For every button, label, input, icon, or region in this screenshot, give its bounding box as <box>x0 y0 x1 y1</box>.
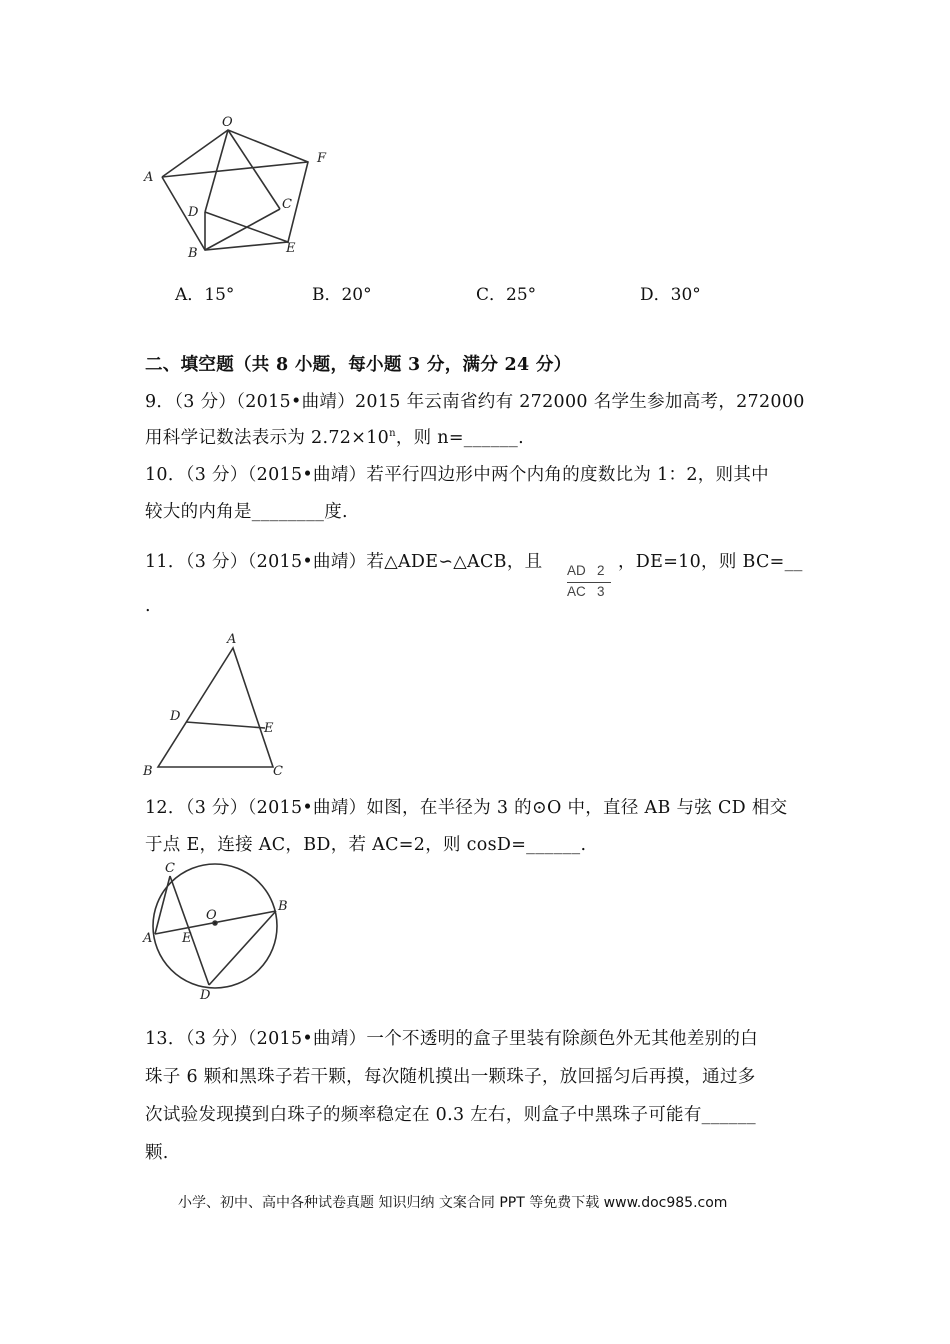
section-heading: 二、填空题（共 8 小题，每小题 3 分，满分 24 分） <box>145 355 572 375</box>
fig2-triangle <box>158 648 273 767</box>
q11-fraction <box>565 563 615 603</box>
q11-line1-a: 11．（3 分）（2015•曲靖）若△ADE∽△ACB，且 <box>145 552 543 572</box>
fig2-line-de <box>186 722 265 728</box>
fig1-label-b: B <box>188 246 198 261</box>
option-a: A．15° <box>175 285 235 305</box>
q10-line1: 10．（3 分）（2015•曲靖）若平行四边形中两个内角的度数比为 1：2，则其中 <box>145 465 769 485</box>
fig3-label-e: E <box>182 931 192 946</box>
q9-line2-a: 用科学记数法表示为 2.72×10 <box>145 428 390 448</box>
q9-line1: 9．（3 分）（2015•曲靖）2015 年云南省约有 272000 名学生参加高考，272000 <box>145 392 805 412</box>
fig1-outline <box>162 130 308 250</box>
q13-line1: 13．（3 分）（2015•曲靖）一个不透明的盒子里装有除颜色外无其他差别的白 <box>145 1029 759 1049</box>
figure-q12-circle <box>140 858 300 1003</box>
fig2-label-a: A <box>227 632 237 647</box>
q11-frac-den: AC 3 <box>567 584 605 599</box>
option-c: C．25° <box>476 285 537 305</box>
fig1-line-ae <box>205 212 288 242</box>
page-footer: 小学、初中、高中各种试卷真题 知识归纳 文案合同 PPT 等免费下载 www.doc985.com <box>178 1195 728 1211</box>
fig3-label-o: O <box>206 908 217 923</box>
option-b: B．20° <box>312 285 372 305</box>
q9-exponent: n <box>389 428 396 440</box>
q9-line2 <box>145 424 524 449</box>
q11-line2: . <box>145 596 151 616</box>
fig1-label-c: C <box>282 197 292 212</box>
figure-q8-pentagon <box>140 112 340 267</box>
fig1-label-f: F <box>317 151 327 166</box>
fig1-label-d: D <box>188 205 199 220</box>
q11-frac-num: AD 2 <box>567 563 605 578</box>
figure-q11-triangle <box>140 628 300 780</box>
fig1-label-e: E <box>286 241 296 256</box>
fig3-label-d: D <box>200 988 211 1003</box>
q11-frac-bar <box>567 582 611 583</box>
fig2-label-c: C <box>273 764 283 779</box>
fig1-label-o: O <box>222 115 233 130</box>
fig1-line-af <box>162 162 308 177</box>
fig3-label-c: C <box>165 861 175 876</box>
q9-line2-b: ，则 n=______. <box>395 428 524 448</box>
q12-line2: 于点 E，连接 AC，BD，若 AC=2，则 cosD=______. <box>145 835 587 855</box>
fig1-label-a: A <box>144 170 154 185</box>
q12-line1: 12．（3 分）（2015•曲靖）如图，在半径为 3 的⊙O 中，直径 AB 与弦 CD 相交 <box>145 798 788 818</box>
q11-line1-b: ，DE=10，则 BC=__ <box>618 552 803 572</box>
fig2-label-d: D <box>170 709 181 724</box>
fig3-label-b: B <box>278 899 288 914</box>
q10-line2: 较大的内角是________度. <box>145 502 348 522</box>
fig2-label-b: B <box>143 764 153 779</box>
fig3-label-a: A <box>143 931 153 946</box>
option-d: D．30° <box>640 285 701 305</box>
q13-line4: 颗. <box>145 1143 169 1163</box>
q13-line2: 珠子 6 颗和黑珠子若干颗，每次随机摸出一颗珠子，放回摇匀后再摸，通过多 <box>145 1067 756 1087</box>
q13-line3: 次试验发现摸到白珠子的频率稳定在 0.3 左右，则盒子中黑珠子可能有______ <box>145 1105 756 1125</box>
fig2-label-e: E <box>264 721 274 736</box>
